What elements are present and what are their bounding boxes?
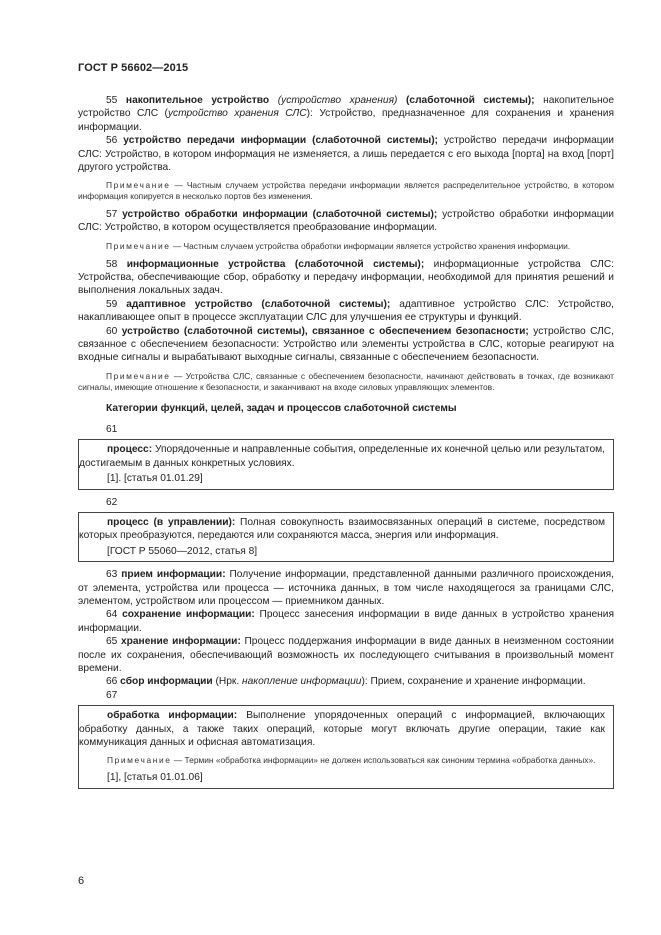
term-source: [ГОСТ Р 55060—2012, статья 8]: [107, 545, 258, 557]
term-definition: устройство передачи информации СЛС: Устройство, в котором информация не изменяется, а лишь передается с его выхода [порта] на вход [порт] другого устройства.: [78, 135, 614, 174]
term-definition: (Нрк.: [212, 676, 243, 688]
term-title: накопительное устройство: [125, 95, 278, 106]
note-text: — Частным случаем устройства обработки информации является устройство хранения информации.: [170, 240, 571, 251]
term-number: 59: [106, 298, 127, 310]
term-title: хранение информации:: [120, 636, 241, 648]
term-definition: Процесс поддержания информации в виде данных в неизменном состоянии после их сохранения, обеспечивающий возможность их последующего считывания в произвольный момент времени.: [78, 636, 614, 674]
term-number: 64: [106, 609, 123, 621]
term-number: 65: [106, 636, 121, 648]
term-title: процесс (в управлении):: [107, 516, 236, 528]
term-definition: адаптивное устройство СЛС: Устройство, накапливающее опыт в процессе эксплуатации СЛС для улучшения ее структуры и функций.: [78, 298, 614, 324]
term-64: [78, 608, 614, 635]
note-label: Примечание: [106, 370, 171, 381]
term-title: информационные устройства (слаботочной системы);: [126, 258, 425, 270]
term-synonym: (устройство хранения): [277, 95, 398, 106]
note-label: Примечание: [107, 755, 172, 766]
term-definition: накопительное устройство СЛС (: [78, 95, 614, 120]
term-title: адаптивное устройство (слаботочной системы);: [126, 298, 391, 310]
note-label: Примечание: [106, 180, 171, 191]
term-definition: Получение информации, представленной данными различного происхождения, от элемента, устройства или процесса — источника данных, в том числе находящегося за границами СЛС, элементом, устройством или процессом — приемником данных.: [78, 569, 615, 607]
term-number: 57: [106, 209, 123, 221]
term-67: [79, 709, 605, 749]
term-number: 58: [106, 258, 127, 270]
term-67-box: [78, 705, 614, 788]
term-57: [78, 208, 614, 235]
term-number: 60: [106, 325, 122, 337]
term-title: прием информации:: [121, 569, 226, 581]
term-number: 55: [106, 95, 126, 106]
term-synonym: устройство хранения СЛС: [167, 108, 307, 120]
term-source: [1], [статья 01.01.06]: [107, 772, 203, 784]
term-60: [78, 325, 614, 365]
term-synonym: накопление информации: [242, 676, 362, 688]
term-number-61: 61: [106, 423, 118, 435]
section-heading: Категории функций, целей, задач и процессов слаботочной системы: [106, 403, 457, 415]
term-number: 66: [106, 676, 121, 688]
note-text: — Частным случаем устройства передачи информации является распределительное устройство, в котором информация копируется в несколько портов без изменения.: [78, 180, 614, 202]
note-label: Примечание: [106, 240, 171, 251]
note-text: — Термин «обработка информации» не должен использоваться как синоним термина «обработка данных».: [171, 755, 596, 766]
term-number-67: 67: [106, 689, 118, 701]
note-text: — Устройства СЛС, связанные с обеспечением безопасности, начинают действовать в точках, где возникают сигналы, имеющие отношение к безопасности, и заканчивают на входе силовых управляющих элементов.: [78, 370, 614, 392]
page-number: 6: [78, 875, 85, 887]
term-61-box: [78, 439, 614, 489]
term-definition: Полная совокупность взаимосвязанных операций в системе, посредством которых преобразуются, передаются или сохраняются масса, энергия или информация.: [79, 516, 605, 542]
term-56: [78, 134, 614, 174]
term-definition: ): Устройство, предназначенное для сохранения и хранения информации.: [78, 108, 615, 133]
term-number: 63: [106, 569, 122, 581]
term-definition: Упорядоченные и направленные события, определенные их конечной целью или результатом, достигаемым в данных конкретных условиях.: [79, 444, 605, 469]
term-title: устройство (слаботочной системы), связанное с обеспечением безопасности;: [121, 325, 529, 337]
term-58: [78, 258, 614, 298]
term-title: обработка информации:: [107, 710, 238, 722]
term-63: [78, 568, 614, 608]
note-57: [78, 241, 614, 252]
term-number: 56: [106, 135, 124, 147]
term-title: сохранение информации:: [122, 609, 255, 621]
term-number-62: 62: [106, 496, 118, 508]
note-67: [79, 755, 605, 766]
term-definition: Выполнение упорядоченных операций с информацией, включающих обработку данных, а также таких операций, которые могут включать другие операции, такие как коммуникация данных и офисная автоматизация.: [79, 710, 605, 749]
document-header: ГОСТ Р 56602—2015: [78, 62, 189, 74]
note-56: [78, 180, 614, 202]
term-title: устройство передачи информации (слаботочной системы);: [123, 135, 439, 147]
term-definition: информационные устройства СЛС: Устройства, обеспечивающие сбор, обработку и передачу информации, необходимой для принятия решений и выполнения локальных задач.: [78, 258, 615, 297]
term-definition: устройство СЛС, связанное с обеспечением безопасности: Устройство или элементы устройства в СЛС, которые реагируют на входные сигналы и вырабатывают выходные сигналы, связанные с обеспечением безопасности.: [78, 325, 614, 364]
term-55: [78, 94, 614, 134]
term-62-box: [78, 512, 614, 562]
note-60: [78, 371, 614, 393]
term-definition: ): Прием, сохранение и хранение информации.: [361, 676, 586, 688]
term-source: [1]. [статья 01.01.29]: [107, 473, 203, 485]
term-66: [78, 675, 614, 688]
term-definition: Процесс занесения информации в виде данных в устройство хранения информации.: [78, 609, 614, 634]
term-59: [78, 298, 614, 325]
term-title-suffix: (слаботочной системы);: [397, 95, 535, 106]
term-title: процесс:: [107, 444, 153, 456]
term-definition: устройство обработки информации СЛС: Устройство, в котором осуществляется преобразование информации.: [78, 209, 614, 234]
term-title: сбор информации: [120, 676, 213, 688]
term-title: устройство обработки информации (слаботочной системы);: [122, 209, 438, 221]
term-61: [79, 443, 605, 470]
document-body: [78, 94, 614, 789]
term-62: [79, 516, 605, 543]
term-65: [78, 635, 614, 675]
